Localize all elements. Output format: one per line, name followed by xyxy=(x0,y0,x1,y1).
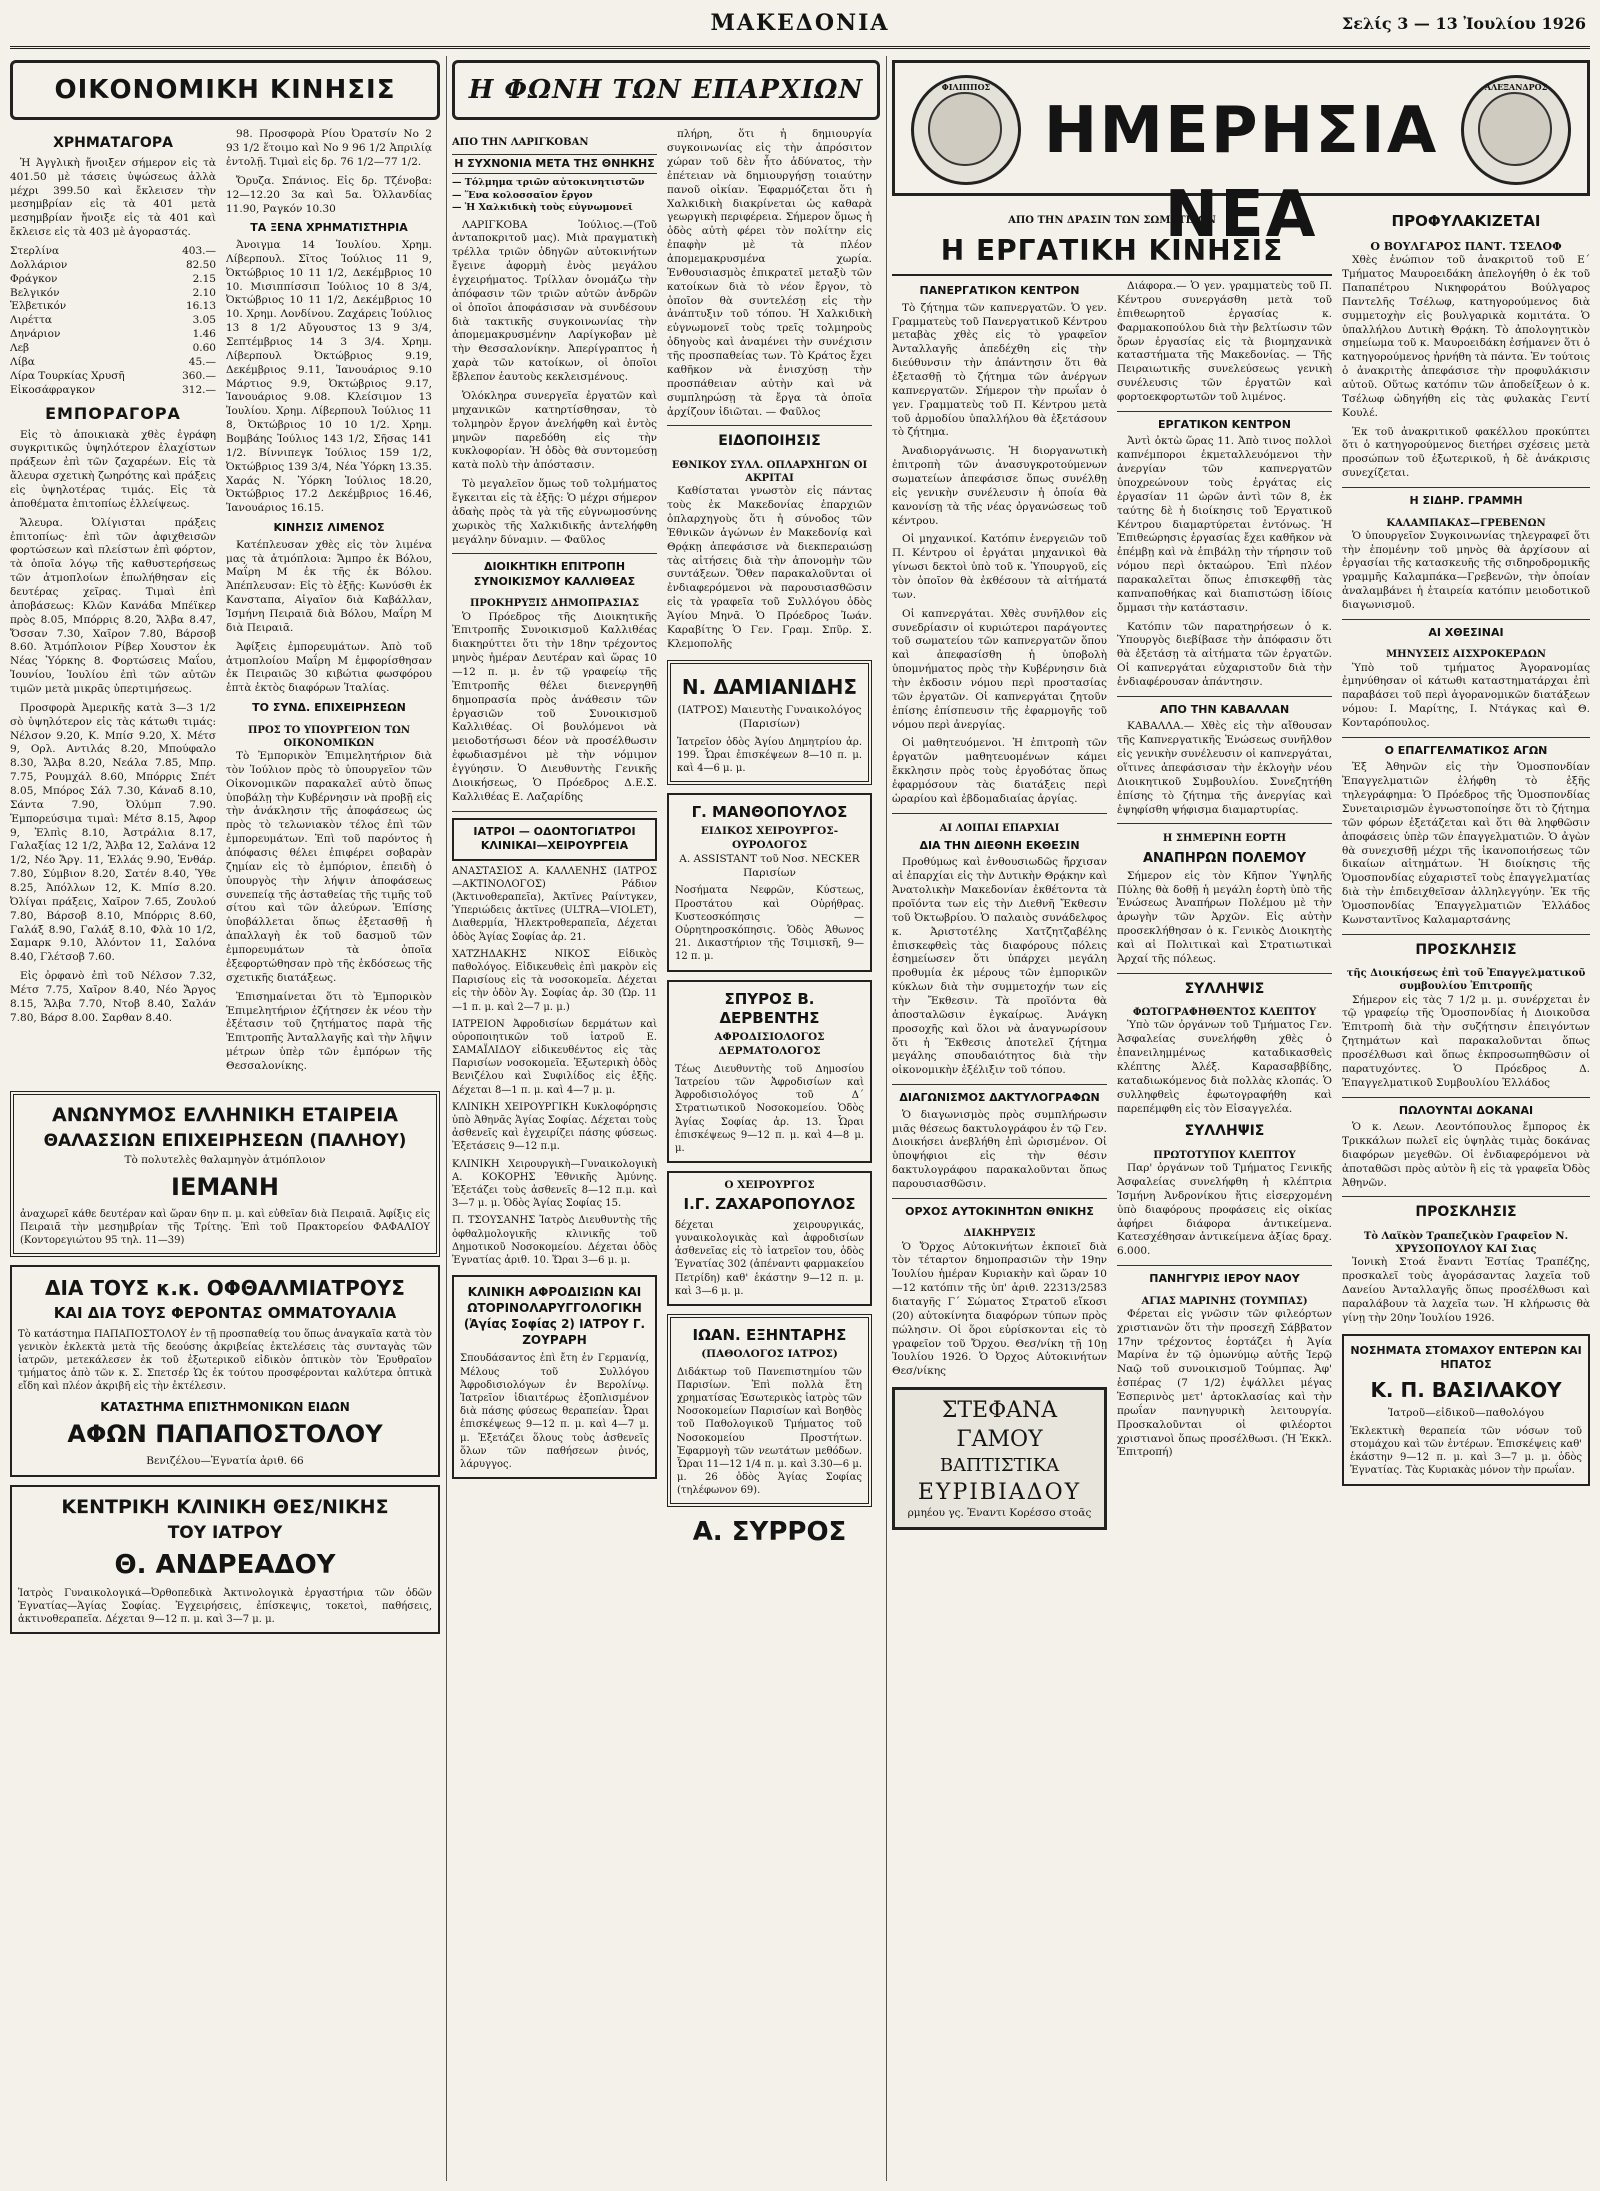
damianidis-text: Ἰατρεῖον ὁδὸς Ἁγίου Δημητρίου ἀρ. 199. Ὧραι ἐπισκέψεων 8—10 π. μ. καὶ 4—6 μ. μ. xyxy=(677,736,862,774)
divider xyxy=(1117,696,1332,697)
port-movement-text: Κατέπλευσαν χθὲς εἰς τὸν λιμένα μας τὰ ἀτμόπλοια: Ἄμπρο ἐκ Βόλου, Μαΐρη Μ ἐκ τῆς ἐκ Βόλου. Ἀπέπλευσαν: Εἰς τὸ ἐξῆς: Κωνύσθι ἐκ Κανσταπα, Αἰγαῖον διὰ Καβάλλαν, Ἰσμήνη Πειραιᾶ διὰ Βόλου, Μαΐρη Μ διὰ Πειραιᾶ. xyxy=(226,538,432,634)
manthopoulos-role: ΕΙΔΙΚΟΣ ΧΕΙΡΟΥΡΓΟΣ-ΟΥΡΟΛΟΓΟΣ xyxy=(700,824,839,851)
provinces-headline: Η ΣΥΧΝΟΝΙΑ ΜΕΤΑ ΤΗΣ ΘΝΗΚΗΣ xyxy=(452,154,657,175)
ad-xatzidakis: ΧΑΤΖΗΔΑΚΗΣ ΝΙΚΟΣ Εἰδικὸς παθολόγος. Εἰδικευθεὶς ἐπὶ μακρὸν εἰς Παρισίους εἰς τὰ νοσοκομεῖα. Δέχεται εἰς τὴν ὁδὸν Ἁγ. Σοφίας ἀρ. 30 (Ὡρ. 11—1 π. μ. καὶ 2—7 μ. μ.) xyxy=(452,948,657,1013)
labor-right xyxy=(1117,280,1332,1538)
manthopoulos-text: Νοσήματα Νεφρῶν, Κύστεως, Προστάτου καὶ Οὐρήθρας. Κυστεοσκόπησις — Οὐρητηροσκόπησις. Ὁδὸς Ἀθωνος 21. Δικαστήριον τῆς Τσιμισκῆ, 9—12 π. μ. xyxy=(675,885,864,963)
professional-struggle-text: Ἐξ Ἀθηνῶν εἰς τὴν Ὁμοσπονδίαν Ἐπαγγελματιῶν ἐλήφθη τὸ ἑξῆς τηλεγράφημα: Ὁ Πρόεδρος τῆς Ὁμοσπονδίας Συνεταιρισμῶν ἐγνωστοποίησε ὅτι τὸ ζήτημα τῶν φόρων ἐξετάζεται καὶ ὅτι θὰ ληφθῶσιν ἀποφάσεις ὑπὲρ τῶν ἐπαγγελματιῶν. Ὁ ἀγὼν θὰ συνεχισθῇ μέχρι τῆς ἱκανοποιήσεως τῶν δικαίων αἰτημάτων. Ἡ διοίκησις τῆς Ὁμοσπονδίας εὐχαριστεῖ τοὺς ἐπαγγελματίας διὰ τὴν ἐπιδειχθεῖσαν ἀλληλεγγύην. Ἐκ τῆς Ὁμοσπονδίας Ἐπαγγελματιῶν Ἑλλάδος Κωνσταντῖνος Καλαμαρτσάνης xyxy=(1342,761,1590,926)
provinces-body-2: Ὁλόκληρα συνεργεῖα ἐργατῶν καὶ μηχανικῶν κατηρτίσθησαν, τὸ τολμηρὸν ἔργον ἀνελήφθη καὶ ἐντὸς μηνῶν παρεδόθη εἰς τὴν κυκλοφορίαν. Ἡ ὁδὸς θὰ συντομεύσῃ κατὰ πολὺ τὴν ἀπόστασιν. xyxy=(452,389,657,472)
optician-ad-text: Τὸ κατάστημα ΠΑΠΑΠΟΣΤΟΛΟΥ ἐν τῇ προσπαθείᾳ του ὅπως ἀναγκαῖα κατὰ τὸν γενικὸν ἐκλεκτὰ μετὰ τῆς δεούσης ἀκριβείας ἐκτελέσεις τὰς συνταγὰς τῶν ἰατρῶν, μετεκάλεσεν ἐκ τοῦ ἐξωτερικοῦ εἰδικὸν ὀπτικὸν τὸν Ἐρυθραῖον τμήματος ἀπὸ τῶν κ. Σ. Σπετσέρ Ὡς ἐκ τούτου προσφέρονται καλύτερα ὀπτικὰ εἴδη καὶ πλέον ἀκριβῆ εἰς τὴν ἐκτέλεσιν. xyxy=(18,1328,432,1393)
railway-heading: Η ΣΙΔΗΡ. ΓΡΑΜΜΗ xyxy=(1409,494,1523,508)
rate-row: Στερλίνα 403.— xyxy=(10,244,216,257)
panergatiko-text: Τὸ ζήτημα τῶν καπνεργατῶν. Ὁ γεν. Γραμματεὺς τοῦ Πανεργατικοῦ Κέντρου μεταβὰς χθὲς εἰς τὸ γραφεῖον Ἀνταλλαγῆς ἀπεδέχθη εἰς τὴν διεύθυνσιν τὴν ἀπάντησιν ὅτι θὰ ἐξετασθῇ τὸ ζήτημα τῶν ἀνέργων καπνεργατῶν. Σήμερον τὴν πρωΐαν ὁ γεν. Γραμματεὺς τοῦ Π. Κέντρου μετὰ τοῦ ἀρμοδίου ὑπαλλήλου θὰ ἐξετάσουν τὸ ζήτημα. xyxy=(892,301,1107,439)
arrest-2-text: Παρ' ὀργάνων τοῦ Τμήματος Γενικῆς Ἀσφαλείας συνελήφθη ἡ κλέπτρια Ἰσμήνη Ἀνδρονίκου ἥτις εἰσερχομένη ὑπὸ διαφόρους προφάσεις εἰς οἰκίας ἀφήρει διάφορα ἀντικείμενα. Κατεσχέθησαν ἀντικείμενα ἀξίας δραχ. 6.000. xyxy=(1117,1162,1332,1258)
clinic-ad-title-2: ΤΟΥ ΙΑΤΡΟΥ xyxy=(167,1522,283,1543)
divider xyxy=(452,811,657,812)
economic-column xyxy=(10,56,440,2181)
panergatiko-text-4: Οἱ καπνεργάται. Χθὲς συνῆλθον εἰς συνεδρίασιν οἱ κυριώτεροι παράγοντες τοῦ σωματείου τῶν καπνεργατῶν ὅπου καὶ ἀπεφασίσθη ἡ ὑποβολὴ ὑπομνήματος πρὸς τὴν Κυβέρνησιν διὰ τὴν ἐκδοσιν νόμου περὶ προστασίας τῶν ἐργατῶν. Οἱ καπνεργάται ζητοῦν ἐπίσης ἐπίσπευσιν τῆς ἐφαρμογῆς τοῦ νόμου περὶ ἀνεργίας. xyxy=(892,607,1107,731)
divider xyxy=(1117,411,1332,412)
rate-row: Λίρα Τουρκίας Χρυσῆ 360.— xyxy=(10,369,216,382)
rate-row: Λεβ 0.60 xyxy=(10,341,216,354)
stefana-address: ρμηέου γς. Ἐναντι Κορέσσο στοᾶς xyxy=(907,1507,1092,1519)
foreign-exchanges-heading: ΤΑ ΞΕΝΑ ΧΡΗΜΑΤΙΣΤΗΡΙΑ xyxy=(250,221,408,235)
arrest-heading: ΣΥΛΛΗΨΙΣ xyxy=(1184,980,1265,997)
prosfora-text: Προσφορὰ Ἀμερικῆς κατὰ 3—3 1/2 σὸ ὑψηλότερον εἰς τὰς κάτωθι τιμάς: Νέλσον 9.20, Κ. Μπίσ 9.20, Χ. Μέτσ 9, Ορλ. Αντιλάς 8.20, Μπούφαλο 8.30, Ἄλβα 8.20, Νεάλα 7.85, Μπρ. 7.75, Ρουμχάλ 8.60, Μπόρρις Σπέτ 8.05, Μπόρος Σάλ 7.30, Κάναδ 8.10, Σάντα 7.90, Ὀλύμπ 7.90. Ἐμπορεύσιμα τιμαὶ: Μέτσ 8.15, Ἀφορ 9, Ἐλπὶς 8.10, Ἀστράλια 8.17, Γαλαξίας 12 1/2, Ἄλβα 12, Σαλάνα 12 1/2, Νέο Ἄργ. 11, Ἑλλάς 9.90, Ἐνθάρ. 7.80, Σύμβιον 8.20, Σατέν 8.40, Ὑθε 8.25, Ἀπόλλων 12, Κ. Μπίσ 8.20. Ὀλίγαι πράξεις, Χαῖρον 7.65, Ζουλού 7.80, Βάρσοβ 8.10, Μπόρρις 8.60, Γαλάξ 8.90, Γαλάξ 8.10, Φλὰ 10 1/2, Σαμαρκ 9.10, Ἀλόντον 11, Σαλόνα 8.40, Γλέτσοβ 7.60. xyxy=(10,701,216,964)
ergatiko-kentro-text: Ἀντὶ ὀκτὼ ὥρας 11. Ἀπὸ τινος πολλοὶ καπνέμποροι ἐκμεταλλευόμενοι τὴν ἀνεργίαν τῶν καπνεργατῶν ὑποχρεώνουν τοὺς ἐργάτας εἰς ἐργασίαν 11 ὡρῶν ἀντὶ τῶν 8, ἐκ ταύτης δὲ ἡ διοίκησις τοῦ Ἐργατικοῦ Κέντρου διαμαρτύρεται ἐντόνως. Ἡ Ἐπιθεώρησις ἐργασίας ἔχει καθῆκον νὰ ἐπέμβῃ καὶ νὰ ἐπιβάλῃ τὴν τήρησιν τοῦ νόμου περὶ ὀκταώρου. Ἐπὶ πλέον παρακαλεῖται ὅπως ἐπισκεφθῇ τὰς καπναποθήκας καὶ διαπιστώσῃ ἰδίοις ὄμμασι τὴν κατάστασιν. xyxy=(1117,435,1332,614)
doctors-header xyxy=(452,818,657,861)
column-rule xyxy=(886,56,887,2181)
manthopoulos-name: Γ. ΜΑΝΘΟΠΟΥΛΟΣ xyxy=(691,803,848,822)
divider xyxy=(1342,487,1590,488)
ad-derventis xyxy=(667,980,872,1164)
provinces-subhead: — Ἡ Χαλκιδικὴ τοὺς εὐγνωμονεῖ xyxy=(452,202,633,214)
derventis-text: Τέως Διευθυντὴς τοῦ Δημοσίου Ἰατρείου τῶν Ἀφροδισίων καὶ Ἀφροδισιολόγος τοῦ Δ΄ Στρατιωτικοῦ Νοσοκομείου. Ὁδὸς Ἁγίας Σοφίας ἀρ. 13. Ὧραι ἐπισκέψεως 9—12 π. μ. καὶ 4—8 μ. μ. xyxy=(675,1063,864,1154)
rate-row: Δηνάριον 1.46 xyxy=(10,328,216,341)
provinces-body-3: Τὸ μεγαλεῖον ὅμως τοῦ τολμήματος ἔγκειται εἰς τὰ ἐξῆς: Ὁ μέχρι σήμερον ἀδαὴς πρὸς τὰ γὰ τῆς εὐγνωμοσύνης χωρικὸς τῆς Χαλκιδικῆς ἀντελήφθη μεγάλην δύναμιν. — Φαῦλος xyxy=(452,478,657,546)
provinces-body-1: ΛΑΡΙΓΚΟΒΑ Ἰούλιος.—(Τοῦ ἀνταποκριτοῦ μας). Μιὰ πραγματικὴ τρέλλα τριῶν ὁδηγῶν αὐτοκινήτων ἔγεινε ἀφορμὴ ἑνὸς μεγάλου ἐγχειρήματος. Τρίλλαν ὀνομάζω τὴν ἀπόφασιν τῶν τριῶν αὐτῶν ἀνδρῶν οἱ ὁποῖοι ἀποφάσισαν νὰ συνδέσουν διὰ τακτικῆς συγκοινωνίας τὴν ἀπομεμακρυσμένην Λαρίγκοβαν μὲ τὴν Θεσσαλονίκην. Ἀπερίγραπτος ἡ χαρὰ τῶν κατοίκων, οἱ ὁποῖοι ἔβλεπον ἑαυτοὺς κεκλεισμένους. xyxy=(452,218,657,384)
stefana-name: ΣΤΕΦΑΝΑ ΓΑΜΟΥ xyxy=(941,1398,1058,1453)
clinic-ad-title-1: ΚΕΝΤΡΙΚΗ ΚΛΙΝΙΚΗ ΘΕΣ/ΝΙΚΗΣ xyxy=(61,1495,389,1518)
panergatiko-text-3: Οἱ μηχανικοί. Κατόπιν ἐνεργειῶν τοῦ Π. Κέντρου οἱ ἐργάται μηχανικοὶ θὰ γίνωσι δεκτοὶ ὑπὸ τοῦ κ. Ὑπουργοῦ, εἰς τὸν ὁποῖον θὰ ἐκθέσουν τὰ αἰτήματά των. xyxy=(892,533,1107,601)
divider xyxy=(1342,737,1590,738)
ad-kokoris: ΚΛΙΝΙΚΗ Χειρουργικὴ—Γυναικολογικὴ Α. ΚΟΚΟΡΗΣ Ἐθνικῆς Ἀμύνης. Ἐξετάζει τοὺς ἀσθενεῖς 8—12 π.μ. καὶ 3—7 μ. μ. Ὁδὸς Ἁγίας Σοφίας 15. xyxy=(452,1158,657,1210)
zourari-head: ΚΛΙΝΙΚΗ ΑΦΡΟΔΙΣΙΩΝ ΚΑΙ ΩΤΟΡΙΝΟΛΑΡΥΓΓΟΛΟΓΙΚΗ (Ἁγίας Σοφίας 2) ΙΑΤΡΟΥ Γ. ΖΟΥΡΑΡΗ xyxy=(463,1285,646,1347)
optician-ad xyxy=(10,1265,440,1476)
invitation-sub: τῆς Διοικήσεως ἐπὶ τοῦ Ἐπαγγελματικοῦ συμβουλίου Ἐπιτροπῆς xyxy=(1346,968,1586,993)
vasilakou-role: Ἰατροῦ—εἰδικοῦ—παθολόγου xyxy=(1387,1406,1545,1419)
labor-misc-text: Διάφορα.— Ὁ γεν. γραμματεὺς τοῦ Π. Κέντρου συνεργάσθη μετὰ τοῦ ἐπιθεωρητοῦ ἐργασίας κ. Φαρμακοπούλου διὰ τὴν βελτίωσιν τῶν ὅρων ἐργασίας εἰς τὰ βιομηχανικὰ καταστήματα τῆς Μακεδονίας. — Τῆς Πειραιωτικῆς συνελεύσεως γενικὴ συνέλευσις τῶν ἐργατῶν καὶ φορτοεκφορτωτῶν τοῦ λιμένος. xyxy=(1117,280,1332,404)
kavala-text: ΚΑΒΑΛΛΑ.— Χθὲς εἰς τὴν αἴθουσαν τῆς Καπνεργατικῆς Ἑνώσεως συνῆλθον εἰς γενικὴν συνέλευσιν οἱ καπνεργάται, οἵτινες ἀπεφάσισαν τὴν ἐκλογὴν νέου Διοικητικοῦ Συμβουλίου. Συνεζητήθη ἐπίσης τὸ ζήτημα τῆς ἀνεργίας καὶ ἐψηφίσθη ψήφισμα διαμαρτυρίας. xyxy=(1117,720,1332,816)
shipping-ad-sub: Τὸ πολυτελὲς θαλαμηγὸν ἀτμόπλοιον xyxy=(124,1154,326,1167)
notice-heading: ΕΙΔΟΠΟΙΗΣΙΣ xyxy=(718,433,821,450)
divider xyxy=(1117,1265,1332,1266)
rate-row: Βελγικόν 2.10 xyxy=(10,286,216,299)
syndesmos-text: Τὸ Ἐμπορικὸν Ἐπιμελητήριον διὰ τὸν Ἰούλιον πρὸς τὸ ὑπουργεῖον τῶν Οἰκονομικῶν παρακαλεῖ αὐτὸ ὅπως ὑποβάλῃ τὴν Κυβέρνησιν νὰ προβῇ εἰς τὴν ἀνάκλησιν τῆς ἀποφάσεως ὡς πρὸς τὸ τελωνιακὸν τέλος ἐπὶ τῶν ἐμπορευμάτων. Ἐπὶ τοῦ παρόντος ἡ ἀπόφασις θέλει ἐπιφέρει σοβαρὰν ζημίαν εἰς τὸ ἐμπόριον, ἐπειδὴ ὁ ὑπουργὸς τὴν λήψιν ἀποφάσεως συνεπείᾳ τῆς ἀσταθείας τῆς τιμῆς τοῦ σίτου καὶ τῶν ἀλεύρων. Ἐπίσης ὑποβάλλεται ὅπως ἐξετασθῇ ἡ ἀπαλλαγὴ ἐκ τοῦ δασμοῦ τῶν ἐμπορευμάτων τὰ ὁποῖα ἐξεφορτώθησαν πρὸ τῆς ἐκδόσεως τῆς σχετικῆς διατάξεως. xyxy=(226,750,432,984)
orizo-text: Ὄρυζα. Σπάνιος. Εἰς δρ. Τζένοβα: 12—12.20 3α καὶ 5α. Ὀλλανδίας 11.90, Ραγκόν 10.30 xyxy=(226,174,432,215)
shipping-ad-title-1: ΑΝΩΝΥΜΟΣ ΕΛΛΗΝΙΚΗ ΕΤΑΙΡΕΙΑ xyxy=(52,1103,398,1126)
diokitiki-text: Ὁ Πρόεδρος τῆς Διοικητικῆς Ἐπιτροπῆς Συνοικισμοῦ Καλλιθέας διακηρύττει ὅτι τὴν 18ην τρέχοντος μηνὸς ἡμέραν Δευτέραν καὶ ὥρας 10—12 π. μ. ἐν τῷ γραφείῳ τῆς Ἐπιτροπῆς θέλει διενεργηθῆ δημοπρασία πρὸς ἀνάθεσιν τῶν ἐργασιῶν τοῦ Συνοικισμοῦ Καλλιθέας. Οἱ βουλόμενοι νὰ μειοδοτήσωσι δέον νὰ προσέλθωσιν ἐφωδιασμένοι μὲ τὴν νόμιμον ἐγγύησιν. Ὁ Διευθυντὴς Γενικῆς Διοικήσεως, Ὁ Πρόεδρος Δ.Ε.Σ. Καλλιθέας Ε. Λαζαρίδης xyxy=(452,610,657,803)
divider xyxy=(1342,619,1590,620)
syndesmos-heading: ΤΟ ΣΥΝΔ. ΕΠΙΧΕΙΡΗΣΕΩΝ xyxy=(252,701,406,715)
orxos-heading: ΟΡΧΟΣ ΑΥΤΟΚΙΝΗΤΩΝ ΘΝΙΚΗΣ xyxy=(905,1204,1094,1218)
exintaris-text: Διδάκτωρ τοῦ Πανεπιστημίου τῶν Παρισίων. Ἐπὶ πολλὰ ἔτη χρηματίσας Ἐσωτερικὸς ἰατρὸς τῶν Νοσοκομείων Παρισίων καὶ Βοηθὸς τοῦ Παθολογικοῦ Τμήματος τοῦ Νοσοκομείου Προστήτων. Ἐφαρμογὴ τῶν νεωτάτων μεθόδων. Ὧραι 11—12 1/4 π. μ. καὶ 3.30—6 μ. μ. 26 ὁδὸς Ἁγίας Σοφίας (τηλέφωνον 69). xyxy=(677,1366,862,1497)
arrivals-text: Ἀφίξεις ἐμπορευμάτων. Ἀπὸ τοῦ ἀτμοπλοίου Μαΐρη Μ ἐμφορίσθησαν ἐκ Πειραιῶς 30 κιβώτια φωσφόρου ἑπτὰ ἐκτὸς διαφόρων Ἰταλίας. xyxy=(226,640,432,695)
notice-sub: ΕΘΝΙΚΟΥ ΣΥΛΛ. ΟΠΛΑΡΧΗΓΩΝ ΟΙ ΑΚΡΙΤΑΙ xyxy=(671,459,868,485)
labor-left xyxy=(892,280,1107,1538)
provinces-kicker: ΑΠΟ ΤΗΝ ΛΑΡΙΓΚΟΒΑΝ xyxy=(452,137,589,149)
divider xyxy=(1117,973,1332,974)
optician-ad-store-1: ΚΑΤΑΣΤΗΜΑ ΕΠΙΣΤΗΜΟΝΙΚΩΝ ΕΙΔΩΝ xyxy=(100,1399,350,1414)
derventis-role: ΑΦΡΟΔΙΣΙΟΛΟΓΟΣ ΔΕΡΜΑΤΟΛΟΓΟΣ xyxy=(714,1031,825,1057)
festival-sub: ΑΓΙΑΣ ΜΑΡΙΝΗΣ (ΤΟΥΜΠΑΣ) xyxy=(1141,1295,1308,1307)
shipping-ad-title-2: ΘΑΛΑΣΣΙΩΝ ΕΠΙΧΕΙΡΗΣΕΩΝ (ΠΑΛΗΟΥ) xyxy=(43,1130,407,1151)
zacharopoulos-name: Ι.Γ. ΖΑΧΑΡΟΠΟΥΛΟΣ xyxy=(683,1195,856,1214)
festival-text: Φέρεται εἰς γνῶσιν τῶν φιλεόρτων χριστιανῶν ὅτι τὴν προσεχῆ Σάββατον 17ην τρέχοντος ἑορτάζει ἡ Ἁγία Μαρίνα ἐν τῷ ὁμωνύμῳ αὐτῆς Ἱερῷ Ναῷ τοῦ συνοικισμοῦ Τούμπας. Ἀφ' ἑσπέρας (7 1/2) ἐψάλλει μέγας Ἑσπερινὸς μετ' ἀρτοκλασίας καὶ τὴν πρωΐαν πανηγυρικὴ λειτουργία. Προσκαλοῦνται οἱ φιλέορτοι χριστιανοὶ ὅπως προσέλθωσι. (Ἡ Ἐκκλ. Ἐπιτροπή) xyxy=(1117,1307,1332,1459)
doctors-header-text: ΙΑΤΡΟΙ — ΟΔΟΝΤΟΓΙΑΤΡΟΙ ΚΛΙΝΙΚΑΙ—ΧΕΙΡΟΥΡΓΕΙΑ xyxy=(473,824,636,853)
rate-row: Δολλάριον 82.50 xyxy=(10,258,216,271)
syndesmos-text-2: Ἐπισημαίνεται ὅτι τὸ Ἐμπορικὸν Ἐπιμελητήριον ἐζήτησεν ἐκ νέου τὴν ἐξέτασιν τοῦ ζητήματος παρὰ τῆς Ἐπιτροπῆς Ἀνταλλαγῆς καὶ τὴν λῆψιν μέτρων ὑπὲρ τῶν ἐμπόρων τῆς Θεσσαλονίκης. xyxy=(226,990,432,1072)
stefana-sub: ΒΑΠΤΙΣΤΙΚΑ xyxy=(939,1455,1060,1477)
ad-zourari xyxy=(452,1275,657,1479)
daily-news-main xyxy=(892,206,1332,1538)
diokitiki-sub: ΠΡΟΚΗΡΥΞΙΣ ΔΗΜΟΠΡΑΣΙΑΣ xyxy=(469,598,640,610)
syrros-ad: Α. ΣΥΡΡΟΣ xyxy=(692,1517,847,1548)
celebration-text: Σήμερον εἰς τὸν Κῆπον Ὑψηλῆς Πύλης θὰ δοθῇ ἡ μεγάλη ἑορτὴ ὑπὸ τῆς Ἑνώσεως Ἀναπήρων Πολέμου μὲ τὴν ἀρωγὴν τῶν Ἀρχῶν. Εἰς αὐτὴν προσεκλήθησαν ὁ κ. Γενικὸς Διοικητὴς καὶ αἱ Πολιτικαὶ καὶ Στρατιωτικαὶ Ἀρχαί τῆς πόλεως. xyxy=(1117,869,1332,965)
tselof-text: Χθὲς ἐνώπιον τοῦ ἀνακριτοῦ τοῦ Ε΄ Τμήματος Μαυροειδάκη ἀπελογήθη ὁ ἐκ τοῦ Παπαπέτρου Νικηφοράτου Βούλγαρος Παντελῆς Τσέλωφ, κατηγορούμενος διὰ συμμετοχὴν εἰς βουλγαρικὰ κομιτάτα. Ὁ ὑπαλλήλου Δυτικὴ Θρᾴκη. Τὸ ἀπολογητικὸν σημείωμα τοῦ κ. Μαυροειδάκη ἐσήμανεν ὅτι ὁ κατηγορούμενος ἠρνήθη τὰ πάντα. Ἐν τούτοις ὁ ἀνακριτὴς ἀπεφάσισε τὴν προφυλάκισιν αὐτοῦ. Οὕτως κατόπιν τῶν ἀποδείξεων ὁ κ. Τσέλωφ ὡδηγήθη εἰς τὰς φυλακὰς Γεντί Κουλέ. xyxy=(1342,254,1590,419)
clinic-ad-doctor-name: Θ. ΑΝΔΡΕΑΔΟΥ xyxy=(114,1550,336,1581)
emporagora-intro: Εἰς τὸ ἀποικιακὰ χθὲς ἐγράφη συγκριτικῶς ὑψηλότερον ἐλαχίστων πράξεων ἐπὶ τῶν ζαχαρέων. Εἰς τὰ ἄλευρα σχετικὴ ζωηρότης καὶ πράξεις εἰς ὑψηλοτέρας τιμάς. Εἰς τὰ ἀποθέματα ἐπιτοπίως ἐλλείψεως. xyxy=(10,428,216,510)
vasilakou-head: ΝΟΣΗΜΑΤΑ ΣΤΟΜΑΧΟΥ ΕΝΤΕΡΩΝ ΚΑΙ ΗΠΑΤΟΣ xyxy=(1350,1343,1582,1372)
lawsuits-text: Ὑπὸ τοῦ τμήματος Ἀγορανομίας ἐμηνύθησαν οἱ κάτωθι καταστηματάρχαι ἐπὶ παραβάσει τοῦ περὶ ἀγορανομικῶν διατάξεων νόμου: Ι. Μαρίτης, Ι. Ντάγκας καὶ Θ. Κονταρόπουλος. xyxy=(1342,661,1590,730)
panergatiko-text-5: Οἱ μαθητευόμενοι. Ἡ ἐπιτροπὴ τῶν ἐργατῶν μαθητευομένων κάμει ἔκκλησιν πρὸς τοὺς ἐργοδότας ὅπως ἐφαρμόσουν τὰς διατάξεις περὶ ὡραρίου καὶ ἐβδομαδιαίας ἀργίας. xyxy=(892,737,1107,805)
manthopoulos-sub: Α. ASSISTANT τοῦ Νοσ. NECKER Παρισίων xyxy=(679,852,860,879)
exintaris-role: (ΠΑΘΟΛΟΓΟΣ ΙΑΤΡΟΣ) xyxy=(701,1347,838,1360)
optician-ad-title-2: ΚΑΙ ΔΙΑ ΤΟΥΣ ΦΕΡΟΝΤΑΣ ΟΜΜΑΤΟΥΑΛΙΑ xyxy=(53,1303,397,1322)
emporagora-heading: ΕΜΠΟΡΑΓΟΡΑ xyxy=(45,404,181,424)
celebration-kicker: Η ΣΗΜΕΡΙΝΗ ΕΟΡΤΗ xyxy=(1162,833,1287,845)
tselof-text-2: Ἐκ τοῦ ἀνακριτικοῦ φακέλλου προκύπτει ὅτι ὁ κατηγορούμενος διετήρει σχέσεις μετὰ προσώπων τοῦ ἐξωτερικοῦ, ἡ δὲ ἀνάκρισις συνεχίζεται. xyxy=(1342,425,1590,480)
rate-row: Λιρέττα 3.05 xyxy=(10,314,216,327)
provinces-banner: Η ΦΩΝΗ ΤΩΝ ΕΠΑΡΧΙΩΝ xyxy=(452,60,880,120)
daily-news-right xyxy=(1342,206,1590,1538)
zacharopoulos-head: Ο ΧΕΙΡΟΥΡΓΟΣ xyxy=(724,1179,815,1192)
kavala-heading: ΑΠΟ ΤΗΝ ΚΑΒΑΛΛΑΝ xyxy=(1159,702,1290,716)
zourari-text: Σπουδάσαντος ἐπὶ ἔτη ἐν Γερμανίᾳ, Μέλους τοῦ Συλλόγου Ἀφροδισιολόγων ἐν Βερολίνῳ. Ἰατρεῖον ἰδιαιτέρως ἐξοπλισμένον διὰ πάσης φύσεως θεραπείαν. Ὧραι ἐπισκέψεως 9—12 π. μ. καὶ 4—7 μ. μ. Ἐξετάζει ὅλους τοὺς ἀσθενεῖς ὅλων τῶν παθήσεων ῥινός, λάρυγγος. xyxy=(460,1353,649,1470)
provinces-subhead: — Τόλμημα τριῶν αὐτοκινητιστῶν xyxy=(452,177,645,189)
railway-text: Ὁ ὑπουργεῖον Συγκοινωνίας τηλεγραφεῖ ὅτι τὴν ἐπομένην τοῦ μηνὸς θὰ ἀρχίσουν αἱ ἐργασίαι τῆς κατασκευῆς τῆς σιδηροδρομικῆς γραμμῆς Καλαμπάκα—Γρεβενῶν, τὴν ὁποίαν ἀναλαμβάνει ἡ ἐταιρεία κατόπιν μειοδοτικοῦ διαγωνισμοῦ. xyxy=(1342,529,1590,612)
syndesmos-kicker: ΠΡΟΣ ΤΟ ΥΠΟΥΡΓΕΙΟΝ ΤΩΝ ΟΙΚΟΝΟΜΙΚΩΝ xyxy=(247,724,411,749)
panergatiko-heading: ΠΑΝΕΡΓΑΤΙΚΟΝ ΚΕΝΤΡΟΝ xyxy=(919,284,1080,298)
orxos-text: Ὁ Ὄρχος Αὐτοκινήτων ἐκποιεῖ διὰ τὸν τέταρτον δημοπρασιῶν τὴν 19ην Ἰουλίου ἡμέραν Κυριακὴν καὶ ὥραν 10—12 κατόπιν τῆς ὑπ' ἀριθ. 22313/2583 διαταγῆς Γ΄ Σώματος Στρατοῦ εἴκοσι (20) αὐτοκίνητα διαφόρων τύπων πρὸς πώλησιν. Οἱ ὅροι εὑρίσκονται εἰς τὸ γραφεῖον τοῦ Ὄρχου. Θεσ/νίκη τῇ 10ῃ Ἰουλίου 1926. Ὁ Ὀρχος Αὐτοκινήτων Θεσ/νίκης xyxy=(892,1240,1107,1378)
divider xyxy=(892,813,1107,814)
divider xyxy=(1117,823,1332,824)
chrimatagora-heading: ΧΡΗΜΑΤΑΓΟΡΑ xyxy=(53,135,173,152)
tselof-heading: ΠΡΟΦΥΛΑΚΙΖΕΤΑΙ xyxy=(1391,212,1541,230)
arrest-2-sub: ΠΡΩΤΟΤΥΠΟΥ ΚΛΕΠΤΟΥ xyxy=(1153,1149,1296,1161)
labor-title: Η ΕΡΓΑΤΙΚΗ ΚΙΝΗΣΙΣ xyxy=(892,233,1332,276)
ad-samailidou: ΙΑΤΡΕΙΟΝ Ἀφροδισίων δερμάτων καὶ οὐροποιητικῶν τοῦ ἰατροῦ Ε. ΣΑΜΑΪΛΙΔΟΥ εἰδικευθέντος εἰς τὰς Παρισίων νοσοκομεῖα. Ἐξωτερικὴ ὁδὸς Βενιζέλου καὶ Συφιλίδος εἰς ἑξῆς. Δέχεται 8—1 π. μ. καὶ 4—7 μ. μ. xyxy=(452,1018,657,1096)
ad-kallenis: ΑΝΑΣΤΑΣΙΟΣ Α. ΚΑΛΛΕΝΗΣ (ΙΑΤΡΟΣ—ΑΚΤΙΝΟΛΟΓΟΣ) Ράδιον (Ἀκτινοθεραπεῖα), Ἀκτῖνες Ραίντγκεν, Ὑπεριώδεις ἀκτῖνες (ULTRA—VIOLET), Διαθερμία, Ἠλεκτροθεραπεῖα, Δέχεται ὁδὸς Ἁγίας Σοφίας ἀρ. 21. xyxy=(452,865,657,943)
provinces-continued-text: πλήρη, ὅτι ἡ δημιουργία συγκοινωνίας εἰς τὴν ἀπρόσιτον χώραν τοῦ δὲν ἦτο ἀδύνατος, τὴν ἐπέτειαν νὰ δημιουργήσῃ τοιαύτην πανοῦ οἰκίαν. Ἐφαρμόζεται ὅτι ἡ Χαλκιδικὴ διακρίνεται ὡς καθαρὰ γεωργικὴ περιφέρεια. Σήμερον ὅμως ἡ ὁδὸς αὐτὴ φέρει τὸν πολίτην εἰς ἐπαφὴν μὲ τὰ πλέον ἀπομεμακρυσμένα χωρία. Ἐνθουσιασμὸς ἐπικρατεῖ μεταξὺ τῶν κατοίκων διὰ τὸ νέον ἔργον, τὸ ὁποῖον θὰ συντελέσῃ εἰς τὴν ἀνάπτυξιν τοῦ τόπου. Ἡ Χαλκιδικὴ εὐγνωμονεῖ τοὺς τρεῖς τολμηροὺς ὁδηγοὺς καὶ ἀναμένει τὴν συνέχισιν τῆς προσπαθείας των. Τὸ Κράτος ἔχει καθῆκον νὰ ἐνισχύσῃ τὴν προσπάθειαν αὐτὴν καὶ νὰ συμπληρώσῃ τὰ ἔργα τὰ ὁποῖα ἀρχίζουν ἰδιῶται. — Φαῦλος xyxy=(667,128,872,418)
provinces-subhead: — Ἕνα κολοσσαῖον ἔργον xyxy=(452,189,593,201)
damianidis-name: Ν. ΔΑΜΙΑΝΙΔΗΣ xyxy=(681,674,858,699)
rate-row: Εἰκοσάφραγκον 312.— xyxy=(10,383,216,396)
ergatiko-kentro-text-2: Κατόπιν τῶν παρατηρήσεων ὁ κ. Ὑπουργὸς διεβίβασε τὴν ἀπόφασιν ὅτι θὰ ἐξετάσῃ τὰ αἰτήματα τῶν ἐργατῶν. Οἱ καπνεργάται εὐχαριστοῦν διὰ τὴν ἐνδιαφέρουσαν ἀπάντησιν. xyxy=(1117,620,1332,688)
chrimatagora-text: Ἡ Ἀγγλικὴ ἤνοιξεν σήμερον εἰς τὰ 401.50 μὲ τάσεις ὑψώσεως ἀλλὰ μέχρι 399.50 καὶ ἔκλεισεν τὴν μεσημβρίαν εἰς τὰ 401 μετὰ μεσημβρίαν ἤνοιξε εἰς τὰ 401 καὶ ἔκλεισε εἰς τὰ 403 μὲ ἀγοραστάς. xyxy=(10,156,216,239)
arrest-sub: ΦΩΤΟΓΡΑΦΗΘΕΝΤΟΣ ΚΛΕΠΤΟΥ xyxy=(1132,1007,1317,1019)
dactylographers-text: Ὁ διαγωνισμὸς πρὸς συμπλήρωσιν μιᾶς θέσεως δακτυλογράφου ἐν τῷ Γεν. Διοικήσει ἀνεβλήθη ἐπὶ ὡρισμένον. Οἱ ὑποψήφιοι εἰς τὴν θέσιν δακτυλογράφου παρακαλοῦνται ὅπως παρουσιασθῶσιν. xyxy=(892,1108,1107,1190)
notice-text: Καθίσταται γνωστὸν εἰς πάντας τοὺς ἐκ Μακεδονίας ἐπαρχιῶν ὁπλαρχηγοὺς ὅτι ἡ σύνοδος τῶν Ἐθνικῶν ἀγώνων ἐν Μακεδονίᾳ καὶ Θρᾴκῃ ἀπεφάσισε νὰ διεκπεραιώσῃ τὰς αἰτήσεις διὰ τὴν ἀπονομὴν τῶν συντάξεων. Ὅθεν παρακαλοῦνται οἱ ἐνδιαφερόμενοι νὰ παρουσιασθῶσιν εἰς τὰ γραφεῖα τοῦ Συλλόγου ὁδὸς Ἁγίου Μηνᾶ. Ὁ Πρόεδρος Ἰωάν. Καραβίτης Ὁ Γεν. Γραμ. Σπῦρ. Σ. Κλεμοπολῆς xyxy=(667,485,872,650)
orxos-sub: ΔΙΑΚΗΡΥΞΙΣ xyxy=(963,1228,1036,1240)
optician-ad-store-2: ΑΦΩΝ ΠΑΠΑΠΟΣΤΟΛΟΥ xyxy=(67,1420,383,1449)
issue-date: Σελίς 3 — 13 Ἰουλίου 1926 xyxy=(1341,14,1586,33)
zacharopoulos-text: δέχεται χειρουργικάς, γυναικολογικὰς καὶ ἀφροδισίων ἀσθενεῖας εἰς τὸ ἰατρεῖον του, ὁδὸς Ἐγνατίας 302 (ἀπέναντι φαρμακείου Πετρίδη) καθ' ἑκάστην 9—12 π. μ. καὶ 3—6 μ. μ. xyxy=(675,1219,864,1297)
invitation-2-text: Ἰονικὴ Στοά ἔναντι Ἑστίας Τραπέζης, προσκαλεῖ τοὺς ἀγοράσαντας λαχεῖα τοῦ Δανείου Ἀνταλλαγῆς ὅπως προσέλθωσι καὶ παραλάβουν τὰ λαχεῖα των. Ἡ κλήρωσις θὰ γίνῃ τὴν 20ην Ἰουλίου 1926. xyxy=(1342,1256,1590,1324)
central-clinic-ad xyxy=(10,1485,440,1634)
alexander-coin-emblem: ΑΛΕΞΑΝΔΡΟΣ xyxy=(1461,75,1571,185)
panergatiko-text-2: Ἀναδιοργάνωσις. Ἡ διοργανωτικὴ ἐπιτροπὴ τῶν ἀνασυγκροτούμενων σωματείων ἀπεφάσισε ὅπως συνέλθῃ εἰς γενικὴν συνέλευσιν ἡ ὁποία θὰ κανονίσῃ τὰ τῆς νέας ὀργανώσεως τοῦ κέντρου. xyxy=(892,445,1107,527)
divider xyxy=(892,1198,1107,1199)
derventis-name: ΣΠΥΡΟΣ Β. ΔΕΡΒΕΝΤΗΣ xyxy=(719,989,820,1028)
exhibition-kicker: ΑΙ ΛΟΙΠΑΙ ΕΠΑΡΧΙΑΙ xyxy=(939,822,1060,834)
stefana-store: ΕΥΡΙΒΙΑΔΟΥ xyxy=(917,1479,1082,1505)
column-rule xyxy=(446,56,447,2181)
lawsuits-heading: ΑΙ ΧΘΕΣΙΝΑΙ xyxy=(1428,625,1504,639)
divider xyxy=(892,1084,1107,1085)
doka-text: Ὁ κ. Λεων. Λεοντόπουλος ἔμπορος ἐκ Τρικκάλων πωλεῖ εἰς ὑψηλὰς τιμὰς δοκάνας διαφόρων μεγεθῶν. Οἱ ἐνδιαφερόμενοι νὰ ἀποταθῶσι πρὸς αὐτὸν ἢ εἰς τὰ γραφεῖα Ὀδὸς Ἀθηνῶν. xyxy=(1342,1121,1590,1189)
dactylographers-heading: ΔΙΑΓΩΝΙΣΜΟΣ ΔΑΚΤΥΛΟΓΡΑΦΩΝ xyxy=(899,1091,1100,1105)
prosfora-rio-text: 98. Προσφορὰ Ρίου Ὀρατσίν Νο 2 93 1/2 ἕτοιμο καὶ Νο 9 96 1/2 Ἀπριλίᾳ ἐντολῇ. Τιμαὶ εἰς δρ. 76 1/2—77 1/2. xyxy=(226,128,432,169)
clinic-ad-text: Ἰατρὸς Γυναικολογικά—Ὀρθοπεδικὰ Ἀκτινολογικὰ ἐργαστήρια τῶν ὁδῶν Ἐγνατίας—Ἁγίας Σοφίας. Ἐγχειρήσεις, ἐπίσκεψις, τοκετοὶ, παθήσεις, ἀκτινοθεραπεῖα. Δέχεται 9—12 π. μ. καὶ 3—7 μ. μ. xyxy=(18,1587,432,1626)
exchange-rates-table xyxy=(10,245,216,397)
ad-surgical-clinic: ΚΛΙΝΙΚΗ ΧΕΙΡΟΥΡΓΙΚΗ Κυκλοφόρησις ὑπὸ Ἀθηνᾶς Ἁγίας Σοφίας. Δέχεται τοὺς ἀσθενεῖς καὶ ἐγχειρίζει πάσης φύσεως. Ἐξετάσεις 9—12 π.μ. xyxy=(452,1101,657,1153)
vasilakou-text: Ἐκλεκτικὴ θεραπεία τῶν νόσων τοῦ στομάχου καὶ τῶν ἐντέρων. Ἐπισκέψεις καθ' ἑκάστην 9—12 π. μ. καὶ 3—7 μ. μ. ὁδὸς Ἐγνατίας. Τὰς Κυριακὰς μόνον τὴν πρωΐαν. xyxy=(1350,1425,1582,1477)
stefana-ad xyxy=(892,1387,1107,1530)
shipping-ad-text: ἀναχωρεῖ κάθε δευτέραν καὶ ὥραν 6ην π. μ. καὶ εὐθεῖαν διὰ Πειραιᾶ. Ἀφίξις εἰς Πειραιᾶ τὴν μεσημβρίαν τῆς Τρίτης. Ἐπὶ τοῦ Πρακτορείου ΦΑΦΑΛΙΟΥ (Κοντορεγιώτου 95 τηλ. 11—39) xyxy=(20,1208,430,1247)
arrest-text: Ὑπὸ τῶν ὀργάνων τοῦ Τμήματος Γεν. Ἀσφαλείας συνελήφθη χθὲς ὁ ἐπανειλημμένως καταδικασθεὶς κλέπτης Ἀλέξ. Καρασαββίδης, καταδιωκόμενος διὰ πολλὰς κλοπάς. Ὁ συλληφθεὶς ἐφωτογραφήθη καὶ παρεπέμφθη εἰς τὸν Εἰσαγγελέα. xyxy=(1117,1019,1332,1115)
economic-left-subcolumn xyxy=(10,128,216,1078)
arrest-2-heading: ΣΥΛΛΗΨΙΣ xyxy=(1184,1123,1265,1140)
rate-row: Φράγκον 2.15 xyxy=(10,272,216,285)
invitation-2-sub: Τὸ Λαϊκὸν Τραπεζικὸν Γραφεῖον Ν. ΧΡΥΣΟΠΟΥΛΟΥ ΚΑΙ Σιας xyxy=(1363,1230,1569,1256)
damianidis-role: (ΙΑΤΡΟΣ) Μαιευτὴς Γυναικολόγος (Παρισίων) xyxy=(677,703,862,730)
exhibition-heading: ΔΙΑ ΤΗΝ ΔΙΕΘΝΗ ΕΚΘΕΣΙΝ xyxy=(919,838,1080,852)
alevra-text: Ἄλευρα. Ὀλίγισται πράξεις ἐπιτοπίως· ἐπὶ τῶν ἀφιχθεισῶν φορτώσεων καὶ πλείστων ἐπὶ φόρτον, τὰ ὁποῖα λόγῳ τῆς καθυστερήσεως τῶν ἀτμοπλοίων ἐπωλήθησαν εἰς δευτέρας χεῖρας. Τιμαὶ ἐπὶ ἀποβάσεως: Κλῶν Κανάδα Μπέϊκερ πρὸς 8.05, Μπόρρις 8.20, Ἄλβα 8.47, Ὄσσαν 7.30, Χαῖρον 7.80, Βάρσοβ 8.60. Ἀτμόπλοιον Ρίβερ Χουστον ἐκ Νέας Ὑόρκης 8. Φορτώσεις Μαΐου, Ἰουνίου, Ἰουλίου ἐπὶ τῶν αὐτῶν τιμῶν μετὰ μικρᾶς ὑπερτιμήσεως. xyxy=(10,516,216,695)
optician-ad-title-1: ΔΙΑ ΤΟΥΣ κ.κ. ΟΦΘΑΛΜΙΑΤΡΟΥΣ xyxy=(45,1276,405,1301)
ad-zacharopoulos xyxy=(667,1171,872,1306)
ad-exintaris xyxy=(667,1314,872,1508)
extra-text: Εἰς ὀρφανὸ ἐπὶ τοῦ Νέλσον 7.32, Μέτσ 7.75, Χαῖρον 8.40, Νέο Ἄργος 8.15, Ἄλβα 7.70, Ντοβ 8.40, Σαλάν 7.80, Βάρσ 8.00. Σαρθαν 8.40. xyxy=(10,970,216,1024)
provinces-column xyxy=(452,56,880,2181)
shipping-company-ad xyxy=(10,1091,440,1258)
vasilakou-ad xyxy=(1342,1334,1590,1486)
ad-manthopoulos xyxy=(667,793,872,971)
daily-news-column xyxy=(892,56,1590,2181)
philip-coin-emblem: ΦΙΛΙΠΠΟΣ xyxy=(911,75,1021,185)
divider xyxy=(1342,1196,1590,1197)
ad-tsousanis: Π. ΤΣΟΥΣΑΝΗΣ Ἰατρὸς Διευθυντὴς τῆς ὀφθαλμολογικῆς κλινικῆς τοῦ Δημοτικοῦ Νοσοκομείου. Δέχεται ὁδὸς Ἐγνατίας ἀριθ. 10. Ὥραι 3—6 μ. μ. xyxy=(452,1215,657,1266)
invitation-heading: ΠΡΟΣΚΛΗΣΙΣ xyxy=(1415,941,1517,958)
divider xyxy=(1342,934,1590,935)
festival-heading: ΠΑΝΗΓΥΡΙΣ ΙΕΡΟΥ ΝΑΟΥ xyxy=(1149,1272,1300,1286)
ergatiko-kentro-heading: ΕΡΓΑΤΙΚΟΝ ΚΕΝΤΡΟΝ xyxy=(1158,417,1291,431)
provinces-right-subcolumn xyxy=(667,128,872,1549)
professional-struggle-heading: Ο ΕΠΑΓΓΕΛΜΑΤΙΚΟΣ ΑΓΩΝ xyxy=(1384,743,1548,757)
rate-row: Λίβα 45.— xyxy=(10,355,216,368)
labor-kicker: ΑΠΟ ΤΗΝ ΔΡΑΣΙΝ ΤΩΝ ΣΩΜΑΤΕΙΩΝ xyxy=(1008,215,1216,226)
vasilakou-name: Κ. Π. ΒΑΣΙΛΑΚΟΥ xyxy=(1370,1377,1562,1402)
shipping-ad-ship-name: ΙΕΜΑΝΗ xyxy=(171,1173,279,1202)
divider xyxy=(452,553,657,554)
invitation-2-heading: ΠΡΟΣΚΛΗΣΙΣ xyxy=(1415,1204,1517,1221)
doka-heading: ΠΩΛΟΥΝΤΑΙ ΔΟΚΑΝΑΙ xyxy=(1398,1103,1534,1117)
divider xyxy=(1342,1097,1590,1098)
provinces-left-subcolumn xyxy=(452,128,657,1549)
masthead xyxy=(10,6,1590,49)
celebration-heading: ΑΝΑΠΗΡΩΝ ΠΟΛΕΜΟΥ xyxy=(1142,850,1307,866)
invitation-text: Σήμερον εἰς τὰς 7 1/2 μ. μ. συνέρχεται ἐν τῷ γραφείῳ τῆς Ὁμοσπονδίας ἡ Διοικοῦσα Ἐπιτροπὴ διὰ τὴν συζήτησιν ἐπειγόντων ζητημάτων καὶ παρακαλοῦνται ὅπως προσέλθωσι καὶ ὅπως ἐκπροσωπηθῶσιν οἱ παρατυχόντες. Ὁ Πρόεδρος Δ. Ἐπαγγελματικοῦ Συμβουλίου Ἑλλάδος xyxy=(1342,993,1590,1089)
divider xyxy=(667,425,872,426)
diokitiki-heading: ΔΙΟΙΚΗΤΙΚΗ ΕΠΙΤΡΟΠΗ ΣΥΝΟΙΚΙΣΜΟΥ ΚΑΛΛΙΘΕΑΣ xyxy=(473,560,636,588)
rate-row: Ἑλβετικόν 16.13 xyxy=(10,300,216,313)
lawsuits-sub: ΜΗΝΥΣΕΙΣ ΑΙΣΧΡΟΚΕΡΔΩΝ xyxy=(1386,649,1546,661)
economic-banner: ΟΙΚΟΝΟΜΙΚΗ ΚΙΝΗΣΙΣ xyxy=(10,60,440,120)
port-movement-heading: ΚΙΝΗΣΙΣ ΛΙΜΕΝΟΣ xyxy=(273,521,385,535)
exintaris-name: ΙΩΑΝ. ΕΞΗΝΤΑΡΗΣ xyxy=(692,1325,847,1344)
tselof-sub: Ο ΒΟΥΛΓΑΡΟΣ ΠΑΝΤ. ΤΣΕΛΟΦ xyxy=(1370,239,1562,253)
railway-sub: ΚΑΛΑΜΠΑΚΑΣ—ΓΡΕΒΕΝΩΝ xyxy=(1386,517,1546,529)
daily-news-title: ΗΜΕΡΗΣΙΑ ΝΕΑ xyxy=(1043,94,1439,253)
exhibition-text: Προθύμως καὶ ἐνθουσιωδῶς ἤρχισαν αἱ ἐπαρχίαι εἰς τὴν Δυτικὴν Θρᾴκην καὶ Ἀνατολικὴν Μακεδονίαν ἐκθέτοντα τὰ προϊόντα των εἰς τὴν Διεθνῆ Ἔκθεσιν τοῦ Ὀκτωβρίου. Ὁ παλαιὸς συνάδελφος κ. Ἀριστοτέλης Χατζητζαβέλης ἐπισκεφθεὶς τὰς διαφόρους πόλεις ἐσημείωσεν ὅτι ὑπάρχει μεγάλη προθυμία ἐκ μέρους τῶν ἐμπορικῶν κύκλων διὰ τὴν συμμετοχήν των εἰς τὴν Ἔκθεσιν. Τὰ προϊόντα θὰ ἀποσταλῶσιν ἐγκαίρως. Ἀνάγκη προσοχῆς καὶ ὅλοι νὰ ἀναγνωρίσουν ὅτι ἡ Ἔκθεσις ἀποτελεῖ ζήτημα μεγάλης σπουδαιότητος διὰ τὴν οἰκονομικὴν ἐξέλιξιν τοῦ τόπου. xyxy=(892,856,1107,1077)
economic-right-subcolumn xyxy=(226,128,432,1078)
newspaper-title: ΜΑΚΕΔΟΝΙΑ xyxy=(710,10,890,36)
optician-ad-address: Βενιζέλου—Ἐγνατία ἀριθ. 66 xyxy=(146,1455,304,1468)
ad-damianidis xyxy=(667,660,872,786)
foreign-exchanges-text: Ἀνοιγμα 14 Ἰουλίου. Χρημ. Λίβερπουλ. Σῖτος Ἰούλιος 11 9, Ὀκτώβριος 10 11 1/2, Δεκέμβριος 10 10. Μισιππίσσιπ Ἰούλιος 10 8 3/4, Ὀκτώβριος 10 11 1/2, Δεκέμβριος 10 10. Χρημ. Λονδίνου. Ζαχάρεις Ἰούλιος 13 8 1/2 Αὔγουστος 13 9 3/4, Σεπτέμβριος 14 3 3/4. Χρημ. Λίβερπουλ Ὀκτώβριος 9.19, Δεκέμβριος 9.11, Ἰανουάριος 9.10 Μάρτιος 9.9, Ὀκτώβριος 9.17, Ἰανουάριος 9.08. Κλείσιμον 13 Ἰουλίου. Χρημ. Λίβερπουλ Ἰούλιος 11 8, Ὀκτώβριος 10 10 1/2. Χρημ. Βομβάης Ἰούλιος 143 1/2, Σῆσας 141 1/2. Βίννιπεγκ Ἰούλιος 159 1/2, Ὀκτώβριος 139 3/4, Νέα Ὑόρκη 13.35. Χαράς Ν. Ὑόρκη Ἰούλιος 18.20, Ὀκτώβριος 17.2 Δεκέμβριος 16.46, Ἰανουάριος 16.15. xyxy=(226,238,432,515)
